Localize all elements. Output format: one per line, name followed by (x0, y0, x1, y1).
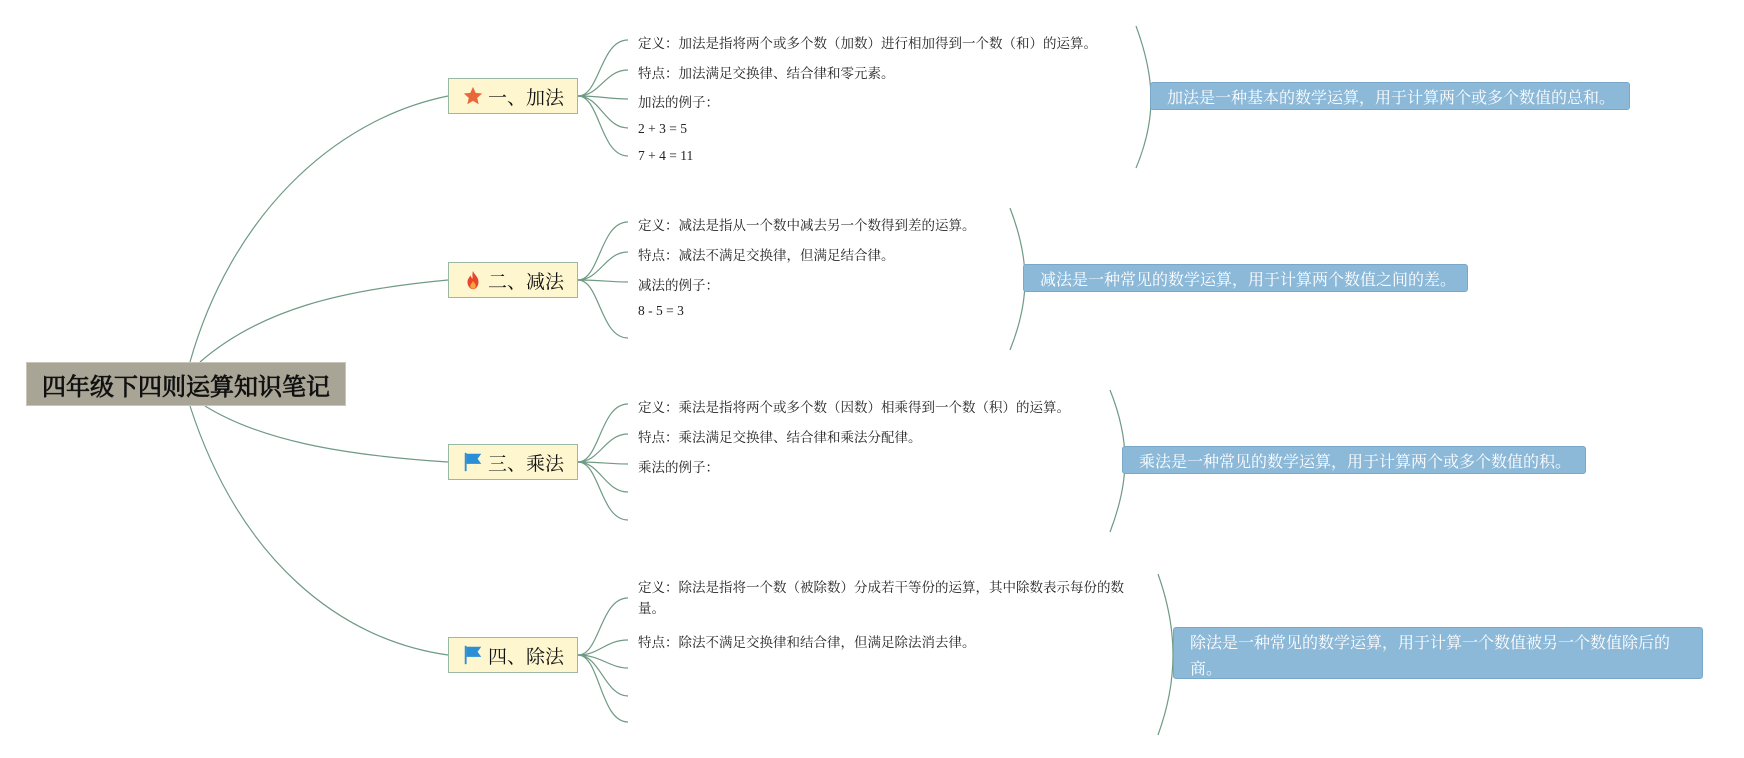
summary-bracket-1 (1136, 26, 1151, 168)
summary-bracket-4 (1158, 574, 1173, 735)
connector-central-branch-2 (200, 280, 448, 362)
leaf-definition: 定义：除法是指将一个数（被除数）分成若干等份的运算，其中除数表示每份的数量。 (638, 580, 1124, 617)
star-icon (462, 85, 484, 107)
branch-label: 四、除法 (487, 645, 564, 668)
leaf-property: 特点：除法不满足交换律和结合律，但满足除法消去律。 (638, 635, 976, 651)
leaf-definition: 定义：减法是指从一个数中减去另一个数得到差的运算。 (638, 218, 976, 234)
branch-subtraction[interactable] (448, 262, 578, 298)
connector-central-branch-1 (190, 96, 448, 362)
flag-icon (462, 644, 484, 666)
summary-addition[interactable]: 加法是一种基本的数学运算，用于计算两个或多个数值的总和。 (1150, 82, 1630, 110)
summary-subtraction[interactable]: 减法是一种常见的数学运算，用于计算两个数值之间的差。 (1023, 264, 1468, 292)
fire-icon (462, 269, 484, 291)
leaf-definition: 定义：乘法是指将两个或多个数（因数）相乘得到一个数（积）的运算。 (638, 400, 1070, 416)
leaf-example-title: 乘法的例子： (638, 460, 719, 476)
branch-addition[interactable] (448, 78, 578, 114)
summary-multiplication[interactable]: 乘法是一种常见的数学运算，用于计算两个或多个数值的积。 (1122, 446, 1586, 474)
branch-label: 一、加法 (487, 86, 564, 109)
leaf-definition: 定义：加法是指将两个或多个数（加数）进行相加得到一个数（和）的运算。 (638, 36, 1097, 52)
leaf-example: 8 - 5 = 3 (638, 303, 684, 318)
leaf-property: 特点：加法满足交换律、结合律和零元素。 (638, 66, 895, 82)
leaf-example: 2 + 3 = 5 (638, 121, 687, 136)
leaf-example-title: 加法的例子： (638, 95, 719, 111)
summary-division[interactable]: 除法是一种常见的数学运算，用于计算一个数值被另一个数值除后的商。 (1173, 627, 1703, 679)
branch-label: 三、乘法 (487, 452, 564, 475)
branch-label: 二、减法 (487, 270, 564, 293)
leaf-property: 特点：减法不满足交换律，但满足结合律。 (638, 248, 895, 264)
branch-multiplication[interactable] (448, 444, 578, 480)
leaf-property: 特点：乘法满足交换律、结合律和乘法分配律。 (638, 430, 922, 446)
leaf-example: 7 + 4 = 11 (638, 148, 694, 163)
leaf-example-title: 减法的例子： (638, 278, 719, 294)
flag-icon (462, 451, 484, 473)
central-topic[interactable]: 四年级下四则运算知识笔记 (26, 362, 346, 406)
branch-division[interactable] (448, 637, 578, 673)
connector-central-branch-3 (205, 406, 448, 462)
connector-central-branch-4 (190, 406, 448, 655)
